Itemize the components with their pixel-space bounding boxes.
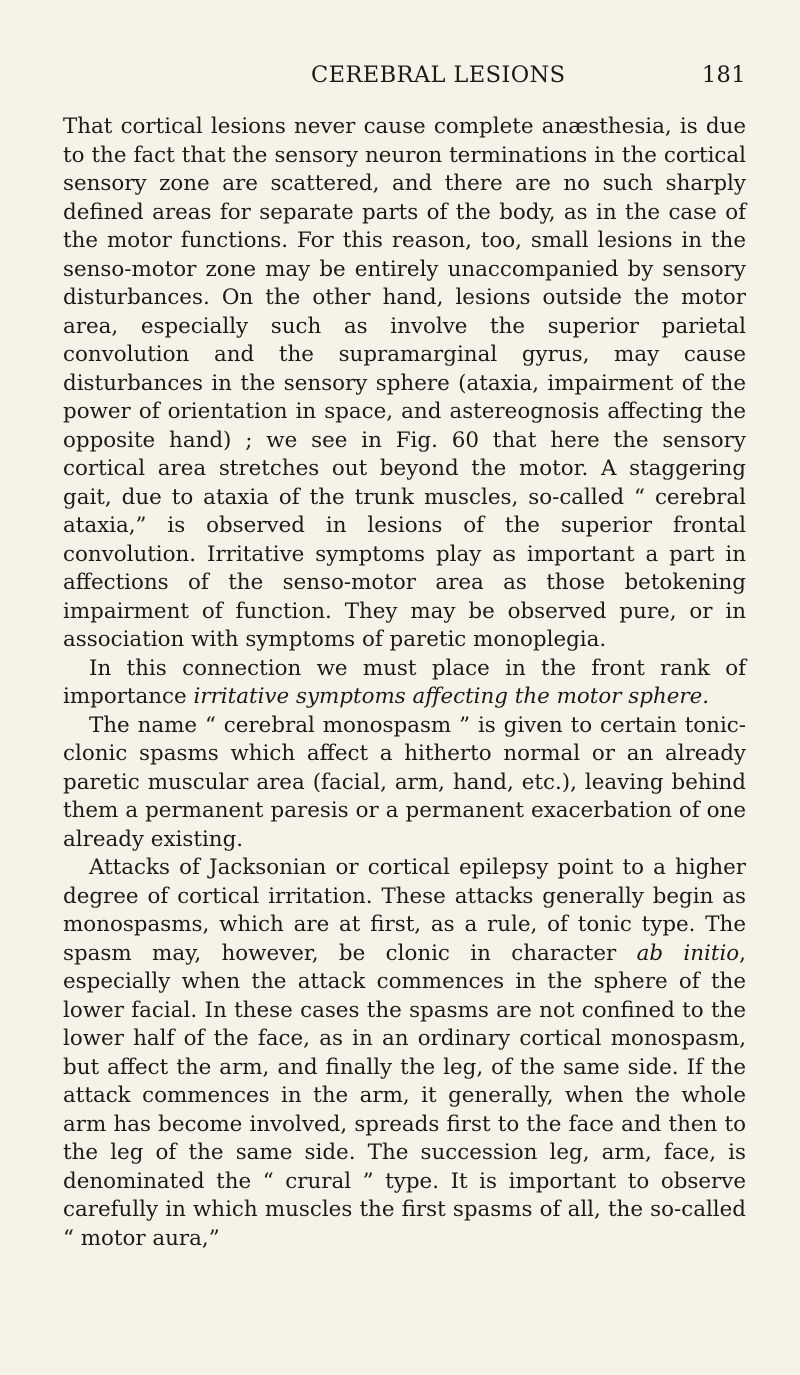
paragraph-text: In this connection we must place in the front rank of importance: [63, 655, 746, 709]
italic-phrase: irritative symptoms affecting the motor sphere.: [193, 684, 710, 709]
paragraph-cortical-lesions: That cortical lesions never cause complete anæsthesia, is due to the fact that the sensory neuron terminations in the cortical sensory zone are scattered, and there are no such sharply defined areas for separate parts of the body, as in the case of the motor functions. For this reason, too, small lesions in the senso-motor zone may be entirely unaccompanied by sensory disturbances. On the other hand, lesions outside the motor area, especially such as involve the superior parietal convolution and the supramarginal gyrus, may cause disturbances in the sensory sphere (ataxia, impairment of the power of orientation in space, and astereognosis affecting the opposite hand) ; we see in Fig. 60 that here the sensory cortical area stretches out beyond the motor. A staggering gait, due to ataxia of the trunk muscles, so-called “ cerebral ataxia,” is observed in lesions of the superior frontal convolution. Irritative symptoms play as important a part in affections of the senso-motor area as those betokening impairment of function. They may be observed pure, or in association with symptoms of paretic monoplegia.: [63, 114, 746, 652]
body-text: [63, 113, 746, 1253]
paragraph-text-continued: , especially when the attack commences in the sphere of the lower facial. In these cases the spasms are not confined to the lower half of the face, as in an ordinary cortical monospasm, but affect the arm, and finally the leg, of the same side. If the attack commences in the arm, it generally, when the whole arm has become involved, spreads first to the face and then to the leg of the same side. The succession leg, arm, face, is denominated the “ crural ” type. It is important to observe carefully in which muscles the first spasms of all, the so-called “ motor aura,”: [63, 940, 746, 1251]
paragraph-text: Attacks of Jacksonian or cortical epilepsy point to a higher degree of cortical irritation. These attacks generally begin as monospasms, which are at first, as a rule, of tonic type. The spasm may, however, be clonic in character: [63, 855, 746, 966]
paragraph-cerebral-monospasm: The name “ cerebral monospasm ” is given to certain tonic-clonic spasms which affect a hitherto normal or an already paretic muscular area (facial, arm, hand, etc.), leaving behind them a permanent paresis or a permanent exacerbation of one already existing.: [63, 712, 746, 852]
paragraph-jacksonian-epilepsy: [63, 854, 746, 1253]
chapter-title: CEREBRAL LESIONS: [311, 62, 566, 88]
paragraph-irritative-symptoms: [63, 655, 746, 712]
running-head: [63, 50, 746, 94]
page-number: 181: [701, 62, 746, 88]
italic-latin-phrase: ab initio: [636, 940, 740, 966]
